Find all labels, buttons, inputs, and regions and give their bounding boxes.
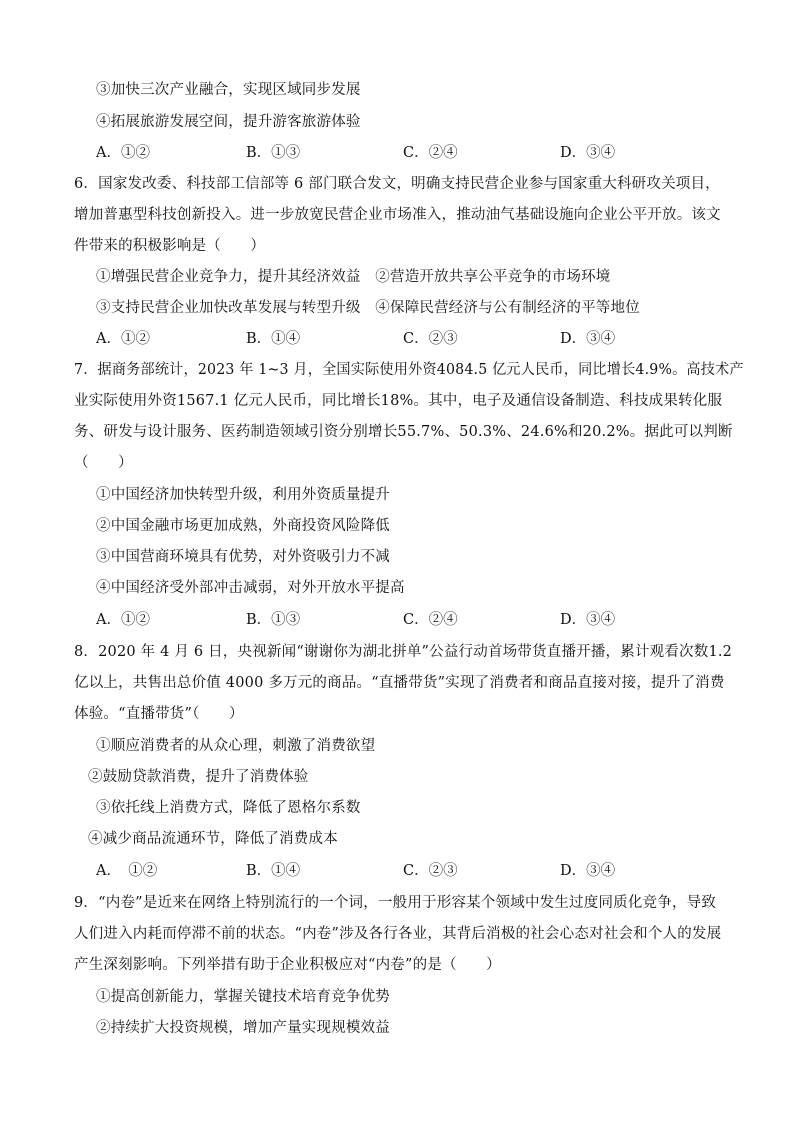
- q8-statement-4: ④减少商品流通环节，降低了消费成本: [88, 831, 338, 847]
- q8-option-c: C．②③: [403, 863, 458, 879]
- q7-stem-line-4: （ ）: [74, 455, 133, 471]
- q6-stem-line-2: 增加普惠型科技创新投入。进一步放宽民营企业市场准入，推动油气基础设施向企业公平开放。该文: [74, 207, 721, 223]
- q8-stem-line-2: 亿以上，共售出总价值 4000 多万元的商品。“直播带货”实现了消费者和商品直接对接，提升了消费: [74, 675, 725, 691]
- q8-stem-line-1: 8．2020 年 4 月 6 日，央视新闻“谢谢你为湖北拼单”公益行动首场带货直播开播，累计观看次数1.2: [74, 644, 733, 660]
- q6-option-a: A．①②: [96, 331, 150, 347]
- q5-statement-3: ③加快三次产业融合，实现区域同步发展: [96, 82, 361, 98]
- q7-statement-3: ③中国营商环境具有优势，对外资吸引力不减: [96, 549, 390, 565]
- q6-statements-3-4: ③支持民营企业加快改革发展与转型升级 ④保障民营经济与公有制经济的平等地位: [96, 300, 640, 316]
- q8-statement-1: ①顺应消费者的从众心理，刺激了消费欲望: [96, 738, 376, 754]
- q7-option-b: B．①③: [246, 612, 301, 628]
- q7-option-d: D．③④: [560, 612, 616, 628]
- q5-option-b: B．①③: [246, 145, 301, 161]
- q6-option-b: B．①④: [246, 331, 301, 347]
- q5-option-a: A．①②: [96, 145, 150, 161]
- q8-option-b: B．①④: [246, 863, 301, 879]
- q9-stem-line-1: 9．“内卷”是近来在网络上特别流行的一个词，一般用于形容某个领域中发生过度同质化竞争，导致: [74, 895, 717, 911]
- q5-option-c: C．②④: [403, 145, 458, 161]
- q7-stem-line-1: 7．据商务部统计，2023 年 1~3 月，全国实际使用外资4084.5 亿元人民币，同比增长4.9%。高技术产: [74, 362, 744, 378]
- q7-option-c: C．②④: [403, 612, 458, 628]
- q7-statement-4: ④中国经济受外部冲击减弱，对外开放水平提高: [96, 580, 405, 596]
- q8-option-a: A． ①②: [96, 863, 158, 879]
- q6-option-d: D．③④: [560, 331, 616, 347]
- q8-statement-3: ③依托线上消费方式，降低了恩格尔系数: [96, 800, 361, 816]
- q7-statement-2: ②中国金融市场更加成熟，外商投资风险降低: [96, 518, 390, 534]
- q9-stem-line-3: 产生深刻影响。下列举措有助于企业积极应对“内卷”的是（ ）: [74, 957, 501, 973]
- q9-statement-1: ①提高创新能力，掌握关键技术培育竞争优势: [96, 989, 390, 1005]
- q6-stem-line-3: 件带来的积极影响是（ ）: [74, 238, 266, 254]
- q8-stem-line-3: 体验。“直播带货”（ ）: [74, 706, 244, 722]
- q6-stem-line-1: 6．国家发改委、科技部工信部等 6 部门联合发文，明确支持民营企业参与国家重大科研攻关项目，: [74, 176, 720, 192]
- q7-stem-line-3: 务、研发与设计服务、医药制造领域引资分别增长55.7%、50.3%、24.6%和20.2%。据此可以判断: [74, 424, 733, 440]
- q5-option-d: D．③④: [560, 145, 616, 161]
- q8-option-d: D．③④: [560, 863, 616, 879]
- q7-statement-1: ①中国经济加快转型升级，利用外资质量提升: [96, 487, 390, 503]
- q9-statement-2: ②持续扩大投资规模，增加产量实现规模效益: [96, 1020, 390, 1036]
- q9-stem-line-2: 人们进入内耗而停滞不前的状态。“内卷”涉及各行各业，其背后消极的社会心态对社会和个人的发展: [74, 926, 722, 942]
- q7-stem-line-2: 业实际使用外资1567.1 亿元人民币，同比增长18%。其中，电子及通信设备制造、科技成果转化服: [74, 393, 723, 409]
- q5-statement-4: ④拓展旅游发展空间，提升游客旅游体验: [96, 114, 361, 130]
- q6-option-c: C．②③: [403, 331, 458, 347]
- q6-statements-1-2: ①增强民营企业竞争力，提升其经济效益 ②营造开放共享公平竞争的市场环境: [96, 269, 611, 285]
- q7-option-a: A．①②: [96, 612, 150, 628]
- q8-statement-2: ②鼓励贷款消费，提升了消费体验: [88, 769, 309, 785]
